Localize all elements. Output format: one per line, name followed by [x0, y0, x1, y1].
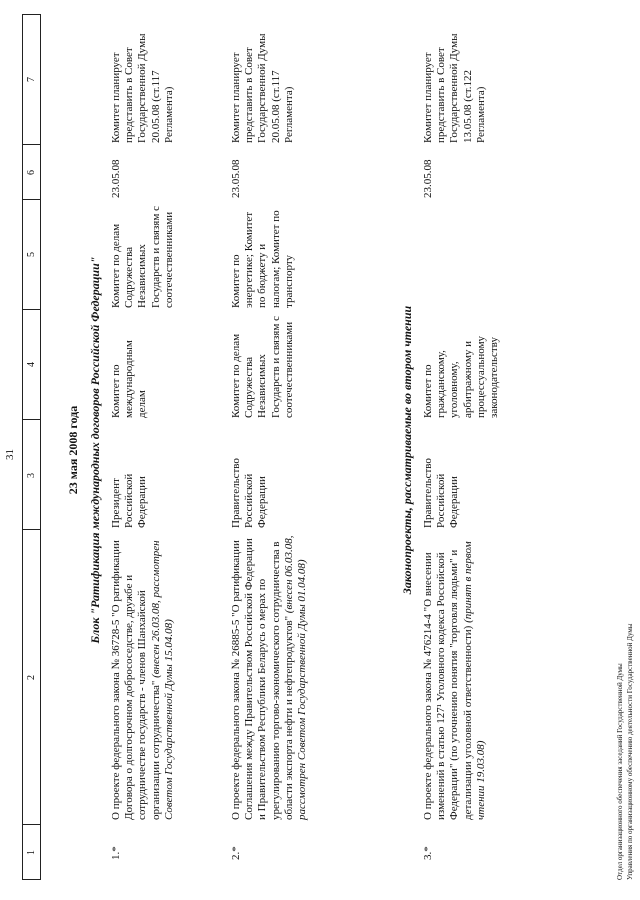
- header-col-5: 5: [26, 252, 37, 257]
- row-1-initiator: Президент Российской Федерации: [110, 473, 149, 528]
- header-col-3: 3: [26, 473, 37, 478]
- row-3-committee: Комитет по гражданскому, уголовному, арбитражному и процессуальному законодательству: [422, 335, 501, 418]
- row-3-title: О проекте федерального закона № 476214-4 "О внесении изменений в статью 127¹ Уголовного кодекса Российской Федерации" (по уточнению понятия "торговля людьми" и детализации уголовной ответственности) (принят в первом чтении 19.03.08): [422, 541, 487, 820]
- header-divider-5: [22, 199, 41, 200]
- header-divider-7: [22, 14, 41, 15]
- row-2-co-committees: Комитет по энергетике; Комитет по бюджету и налогам; Комитет по транспорту: [230, 210, 295, 308]
- block-heading: Блок "Ратификация международных договоров Российской Федерации": [88, 256, 102, 644]
- page-number: 31: [4, 449, 16, 460]
- header-col-2: 2: [26, 675, 37, 680]
- row-1-date: 23.05.08: [110, 159, 122, 198]
- header-col-4: 4: [26, 362, 37, 367]
- row-1-committee: Комитет по международным делам: [110, 340, 149, 418]
- row-2-date: 23.05.08: [230, 159, 242, 198]
- row-2-title: О проекте федерального закона № 26885-5 "О ратификации Соглашения между Правительством Российской Федерации и Правительством Республики Беларусь о мерах по урегулированию торгово-экономического сотрудничества в области экспорта нефти и нефтепродуктов" (внесен 06.03.08, рассмотрен Советом Государственной Думы 01.04.08): [230, 535, 309, 820]
- row-2-note: (внесен 06.03.08, рассмотрен Советом Государственной Думы 01.04.08): [282, 535, 309, 820]
- row-3-initiator: Правительство Российской Федерации: [422, 458, 461, 528]
- row-3-number: 3.*: [422, 846, 434, 860]
- row-3-note: (принят в первом чтении 19.03.08): [461, 541, 487, 820]
- row-1-title: О проекте федерального закона № 36728-5 "О ратификации Договора о долгосрочном добрососедстве, дружбе и сотрудничестве государств - членов Шанхайской организации сотрудничества" (внесен 26.03.08, рассмотрен Советом Государственной Думы 15.04.08): [110, 540, 175, 820]
- header-divider-6: [22, 144, 41, 145]
- header-divider-4: [22, 309, 41, 310]
- header-divider-2: [22, 529, 41, 530]
- footer-line-2: Управления по организационному обеспечению деятельности Государственной Думы: [626, 623, 634, 880]
- header-divider-1: [22, 824, 41, 825]
- header-col-1: 1: [26, 850, 37, 855]
- row-2-number: 2.*: [230, 846, 242, 860]
- second-reading-heading: Законопроекты, рассматриваемые во втором чтении: [400, 305, 414, 595]
- header-divider-0: [22, 879, 41, 880]
- header-divider-3: [22, 419, 41, 420]
- row-1-number: 1.*: [110, 846, 122, 860]
- row-1-note: (внесен 26.03.08, рассмотрен Советом Государственной Думы 15.04.08): [149, 540, 175, 820]
- footer-line-1: Отдел организационного обеспечения заседаний Государственной Думы: [616, 663, 624, 880]
- header-col-7: 7: [26, 77, 37, 82]
- row-1-plan: Комитет планирует представить в Совет Государственной Думы 20.05.08 (ст.117 Регламента): [110, 33, 175, 143]
- row-3-plan: Комитет планирует представить в Совет Государственной Думы 13.05.08 (ст.122 Регламента): [422, 33, 487, 143]
- row-2-initiator: Правительство Российской Федерации: [230, 458, 269, 528]
- row-2-plan: Комитет планирует представить в Совет Государственной Думы 20.05.08 (ст.117 Регламента): [230, 33, 295, 143]
- row-1-co-committees: Комитет по делам Содружества Независимых Государств и связям с соотечественниками: [110, 206, 175, 308]
- date-heading: 23 мая 2008 года: [66, 405, 80, 495]
- row-2-committee: Комитет по делам Содружества Независимых Государств и связям с соотечественниками: [230, 316, 295, 418]
- row-3-date: 23.05.08: [422, 159, 434, 198]
- header-col-6: 6: [26, 170, 37, 175]
